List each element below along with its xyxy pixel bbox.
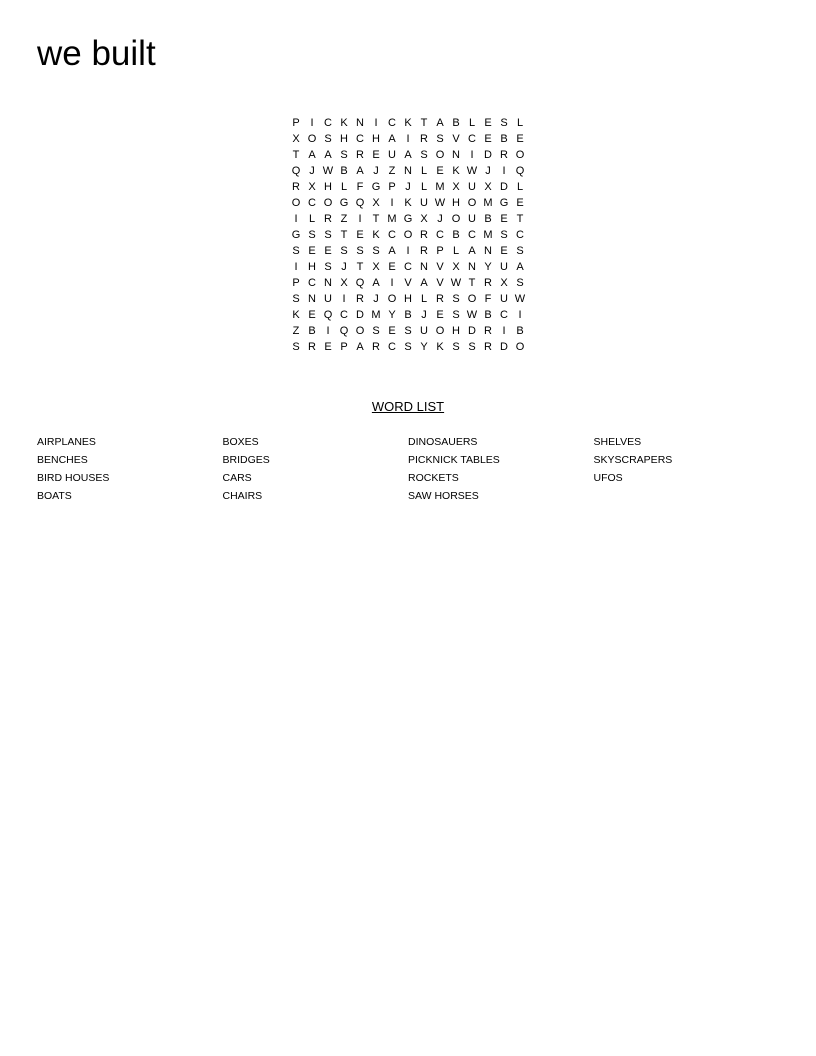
- word-list-item: PICKNICK TABLES: [408, 454, 500, 466]
- grid-letter: S: [292, 341, 300, 353]
- word-list-item: UFOS: [593, 472, 623, 484]
- grid-letter: A: [388, 245, 396, 257]
- grid-letter: H: [452, 197, 460, 209]
- grid-letter: L: [308, 213, 316, 225]
- grid-letter: E: [484, 117, 492, 129]
- grid-letter: T: [292, 149, 300, 161]
- word-list: [37, 433, 779, 505]
- grid-letter: E: [500, 245, 508, 257]
- grid-row: [288, 227, 528, 243]
- grid-letter: I: [502, 325, 506, 337]
- grid-letter: Z: [292, 325, 300, 337]
- grid-letter: D: [356, 309, 364, 321]
- grid-letter: Q: [291, 165, 301, 177]
- grid-letter: C: [436, 229, 444, 241]
- grid-letter: E: [324, 341, 332, 353]
- grid-letter: I: [374, 117, 378, 129]
- grid-letter: E: [324, 245, 332, 257]
- word-list-item: SAW HORSES: [408, 490, 479, 502]
- grid-letter: S: [324, 261, 332, 273]
- grid-letter: E: [308, 309, 316, 321]
- grid-letter: B: [452, 229, 460, 241]
- grid-letter: I: [406, 133, 410, 145]
- grid-letter: N: [452, 149, 460, 161]
- grid-letter: Q: [515, 165, 525, 177]
- grid-letter: U: [420, 197, 428, 209]
- grid-letter: C: [324, 117, 332, 129]
- grid-letter: I: [294, 213, 298, 225]
- grid-letter: N: [484, 245, 492, 257]
- grid-letter: S: [436, 133, 444, 145]
- grid-letter: W: [450, 277, 462, 289]
- grid-letter: I: [310, 117, 314, 129]
- grid-letter: O: [355, 325, 365, 337]
- grid-letter: B: [516, 325, 524, 337]
- grid-letter: S: [468, 341, 476, 353]
- grid-letter: S: [324, 133, 332, 145]
- grid-letter: N: [356, 117, 364, 129]
- grid-letter: H: [324, 181, 332, 193]
- grid-letter: S: [452, 293, 460, 305]
- grid-letter: C: [468, 229, 476, 241]
- grid-letter: C: [516, 229, 524, 241]
- grid-letter: H: [452, 325, 460, 337]
- grid-letter: A: [372, 277, 380, 289]
- grid-letter: I: [502, 165, 506, 177]
- grid-letter: A: [404, 149, 412, 161]
- grid-letter: R: [484, 341, 492, 353]
- grid-letter: E: [484, 133, 492, 145]
- grid-letter: S: [356, 245, 364, 257]
- grid-letter: M: [483, 229, 493, 241]
- grid-letter: O: [403, 229, 413, 241]
- grid-letter: R: [420, 133, 428, 145]
- page-title: we built: [37, 34, 156, 73]
- grid-letter: B: [308, 325, 316, 337]
- grid-letter: S: [452, 309, 460, 321]
- grid-letter: W: [466, 165, 478, 177]
- grid-letter: F: [484, 293, 492, 305]
- grid-letter: S: [420, 149, 428, 161]
- grid-letter: K: [436, 341, 444, 353]
- grid-letter: O: [467, 293, 477, 305]
- word-list-item: SKYSCRAPERS: [593, 454, 673, 466]
- grid-letter: Z: [388, 165, 396, 177]
- grid-letter: G: [339, 197, 349, 209]
- grid-letter: J: [373, 165, 379, 177]
- grid-letter: S: [340, 245, 348, 257]
- grid-letter: R: [324, 213, 332, 225]
- grid-letter: N: [308, 293, 316, 305]
- grid-letter: I: [470, 149, 474, 161]
- grid-letter: W: [322, 165, 334, 177]
- grid-letter: S: [292, 245, 300, 257]
- grid-letter: R: [356, 149, 364, 161]
- grid-letter: B: [484, 213, 492, 225]
- grid-letter: O: [435, 149, 445, 161]
- grid-letter: M: [387, 213, 397, 225]
- grid-letter: I: [406, 245, 410, 257]
- grid-letter: X: [484, 181, 492, 193]
- grid-letter: X: [452, 261, 460, 273]
- grid-letter: L: [340, 181, 348, 193]
- grid-letter: E: [436, 309, 444, 321]
- grid-letter: S: [516, 245, 524, 257]
- grid-letter: I: [518, 309, 522, 321]
- grid-letter: E: [308, 245, 316, 257]
- grid-row: [288, 339, 528, 355]
- grid-letter: C: [308, 197, 316, 209]
- grid-letter: H: [372, 133, 380, 145]
- grid-letter: E: [372, 149, 380, 161]
- grid-letter: L: [468, 117, 476, 129]
- grid-letter: T: [372, 213, 380, 225]
- grid-letter: T: [420, 117, 428, 129]
- grid-letter: R: [500, 149, 508, 161]
- grid-letter: N: [404, 165, 412, 177]
- grid-letter: S: [308, 229, 316, 241]
- grid-letter: R: [356, 293, 364, 305]
- grid-letter: K: [372, 229, 380, 241]
- grid-letter: A: [308, 149, 316, 161]
- grid-letter: U: [388, 149, 396, 161]
- grid-letter: V: [436, 261, 444, 273]
- grid-row: [288, 131, 528, 147]
- grid-letter: A: [468, 245, 476, 257]
- grid-letter: G: [371, 181, 381, 193]
- grid-letter: C: [356, 133, 364, 145]
- grid-letter: D: [484, 149, 492, 161]
- grid-row: [288, 147, 528, 163]
- grid-letter: V: [452, 133, 460, 145]
- grid-letter: X: [420, 213, 428, 225]
- grid-letter: O: [307, 133, 317, 145]
- grid-letter: C: [468, 133, 476, 145]
- grid-letter: X: [452, 181, 460, 193]
- grid-letter: I: [390, 277, 394, 289]
- word-list-column: [37, 433, 223, 505]
- grid-letter: L: [420, 293, 428, 305]
- grid-letter: R: [420, 245, 428, 257]
- grid-row: [288, 291, 528, 307]
- grid-letter: P: [292, 277, 300, 289]
- grid-letter: E: [436, 165, 444, 177]
- grid-letter: S: [324, 229, 332, 241]
- grid-letter: Q: [323, 309, 333, 321]
- word-list-item: BIRD HOUSES: [37, 472, 110, 484]
- grid-letter: H: [340, 133, 348, 145]
- grid-letter: B: [452, 117, 460, 129]
- grid-letter: B: [500, 133, 508, 145]
- grid-row: [288, 275, 528, 291]
- grid-letter: J: [421, 309, 427, 321]
- grid-letter: L: [420, 181, 428, 193]
- grid-letter: S: [404, 341, 412, 353]
- grid-letter: E: [500, 213, 508, 225]
- grid-letter: O: [291, 197, 301, 209]
- word-list-column: [223, 433, 409, 505]
- grid-letter: R: [292, 181, 300, 193]
- grid-letter: Y: [388, 309, 396, 321]
- grid-letter: C: [388, 341, 396, 353]
- grid-letter: S: [500, 117, 508, 129]
- grid-letter: L: [516, 181, 524, 193]
- grid-letter: T: [516, 213, 524, 225]
- grid-row: [288, 195, 528, 211]
- grid-letter: U: [500, 261, 508, 273]
- grid-letter: X: [372, 197, 380, 209]
- grid-letter: J: [405, 181, 411, 193]
- grid-letter: D: [500, 181, 508, 193]
- grid-letter: A: [388, 133, 396, 145]
- grid-row: [288, 243, 528, 259]
- grid-letter: Q: [339, 325, 349, 337]
- grid-row: [288, 211, 528, 227]
- grid-letter: N: [468, 261, 476, 273]
- grid-letter: Q: [355, 277, 365, 289]
- grid-letter: U: [468, 213, 476, 225]
- grid-letter: O: [387, 293, 397, 305]
- word-search-grid: [288, 115, 528, 355]
- grid-letter: K: [404, 197, 412, 209]
- grid-letter: C: [404, 261, 412, 273]
- grid-letter: R: [420, 229, 428, 241]
- grid-row: [288, 179, 528, 195]
- word-list-column: [408, 433, 594, 505]
- grid-letter: O: [435, 325, 445, 337]
- grid-letter: K: [292, 309, 300, 321]
- grid-letter: I: [294, 261, 298, 273]
- grid-letter: F: [356, 181, 364, 193]
- word-list-item: CHAIRS: [222, 490, 263, 502]
- grid-letter: S: [516, 277, 524, 289]
- grid-letter: J: [373, 293, 379, 305]
- grid-letter: X: [372, 261, 380, 273]
- grid-letter: S: [404, 325, 412, 337]
- grid-letter: U: [468, 181, 476, 193]
- grid-letter: L: [420, 165, 428, 177]
- grid-letter: R: [308, 341, 316, 353]
- grid-letter: G: [403, 213, 413, 225]
- grid-letter: B: [404, 309, 412, 321]
- grid-letter: P: [292, 117, 300, 129]
- grid-letter: Y: [484, 261, 492, 273]
- grid-letter: M: [371, 309, 381, 321]
- grid-letter: M: [483, 197, 493, 209]
- word-list-item: BENCHES: [37, 454, 88, 466]
- grid-letter: P: [340, 341, 348, 353]
- grid-letter: A: [324, 149, 332, 161]
- grid-letter: S: [372, 325, 380, 337]
- grid-letter: T: [356, 261, 364, 273]
- grid-letter: T: [468, 277, 476, 289]
- grid-letter: L: [516, 117, 524, 129]
- grid-letter: T: [340, 229, 348, 241]
- grid-letter: O: [467, 197, 477, 209]
- grid-letter: L: [452, 245, 460, 257]
- grid-letter: X: [308, 181, 316, 193]
- grid-letter: A: [356, 165, 364, 177]
- grid-letter: B: [484, 309, 492, 321]
- grid-letter: M: [435, 181, 445, 193]
- grid-letter: K: [452, 165, 460, 177]
- grid-letter: S: [452, 341, 460, 353]
- word-list-column: [594, 433, 780, 505]
- grid-letter: I: [326, 325, 330, 337]
- grid-letter: U: [500, 293, 508, 305]
- grid-row: [288, 323, 528, 339]
- grid-letter: Z: [340, 213, 348, 225]
- grid-letter: S: [340, 149, 348, 161]
- grid-letter: R: [484, 277, 492, 289]
- grid-letter: P: [388, 181, 396, 193]
- grid-letter: H: [308, 261, 316, 273]
- grid-letter: I: [390, 197, 394, 209]
- word-list-item: SHELVES: [593, 436, 642, 448]
- grid-letter: R: [436, 293, 444, 305]
- grid-letter: J: [437, 213, 443, 225]
- grid-letter: A: [436, 117, 444, 129]
- grid-letter: K: [340, 117, 348, 129]
- word-list-item: BOATS: [37, 490, 72, 502]
- grid-letter: E: [388, 325, 396, 337]
- grid-letter: G: [291, 229, 301, 241]
- grid-letter: J: [309, 165, 315, 177]
- grid-letter: E: [356, 229, 364, 241]
- grid-letter: A: [356, 341, 364, 353]
- grid-letter: X: [340, 277, 348, 289]
- grid-letter: C: [388, 229, 396, 241]
- word-list-item: BOXES: [222, 436, 259, 448]
- grid-letter: U: [324, 293, 332, 305]
- grid-letter: H: [404, 293, 412, 305]
- grid-letter: I: [342, 293, 346, 305]
- grid-row: [288, 259, 528, 275]
- grid-letter: A: [420, 277, 428, 289]
- grid-letter: O: [323, 197, 333, 209]
- grid-letter: J: [485, 165, 491, 177]
- grid-letter: W: [434, 197, 446, 209]
- grid-letter: V: [436, 277, 444, 289]
- grid-letter: J: [341, 261, 347, 273]
- grid-letter: S: [372, 245, 380, 257]
- grid-letter: O: [515, 341, 525, 353]
- word-list-item: CARS: [222, 472, 252, 484]
- grid-letter: W: [514, 293, 526, 305]
- grid-letter: D: [468, 325, 476, 337]
- grid-letter: E: [516, 133, 524, 145]
- grid-row: [288, 163, 528, 179]
- grid-row: [288, 307, 528, 323]
- grid-letter: P: [436, 245, 444, 257]
- word-list-item: ROCKETS: [408, 472, 459, 484]
- grid-letter: W: [466, 309, 478, 321]
- grid-letter: C: [340, 309, 348, 321]
- grid-letter: U: [420, 325, 428, 337]
- grid-letter: Y: [420, 341, 428, 353]
- word-list-heading: WORD LIST: [371, 399, 445, 414]
- grid-letter: R: [484, 325, 492, 337]
- grid-letter: S: [500, 229, 508, 241]
- word-list-item: BRIDGES: [222, 454, 270, 466]
- grid-letter: Q: [355, 197, 365, 209]
- grid-letter: N: [324, 277, 332, 289]
- word-list-item: DINOSAUERS: [408, 436, 478, 448]
- grid-letter: I: [358, 213, 362, 225]
- grid-letter: C: [308, 277, 316, 289]
- grid-letter: A: [516, 261, 524, 273]
- word-list-item: AIRPLANES: [37, 436, 96, 448]
- grid-letter: X: [292, 133, 300, 145]
- grid-letter: B: [340, 165, 348, 177]
- grid-letter: E: [516, 197, 524, 209]
- grid-letter: K: [404, 117, 412, 129]
- grid-letter: S: [292, 293, 300, 305]
- grid-letter: N: [420, 261, 428, 273]
- grid-letter: D: [500, 341, 508, 353]
- grid-letter: V: [404, 277, 412, 289]
- grid-letter: O: [451, 213, 461, 225]
- grid-letter: E: [388, 261, 396, 273]
- grid-letter: C: [500, 309, 508, 321]
- grid-row: [288, 115, 528, 131]
- grid-letter: G: [499, 197, 509, 209]
- grid-letter: X: [500, 277, 508, 289]
- grid-letter: C: [388, 117, 396, 129]
- grid-letter: O: [515, 149, 525, 161]
- grid-letter: R: [372, 341, 380, 353]
